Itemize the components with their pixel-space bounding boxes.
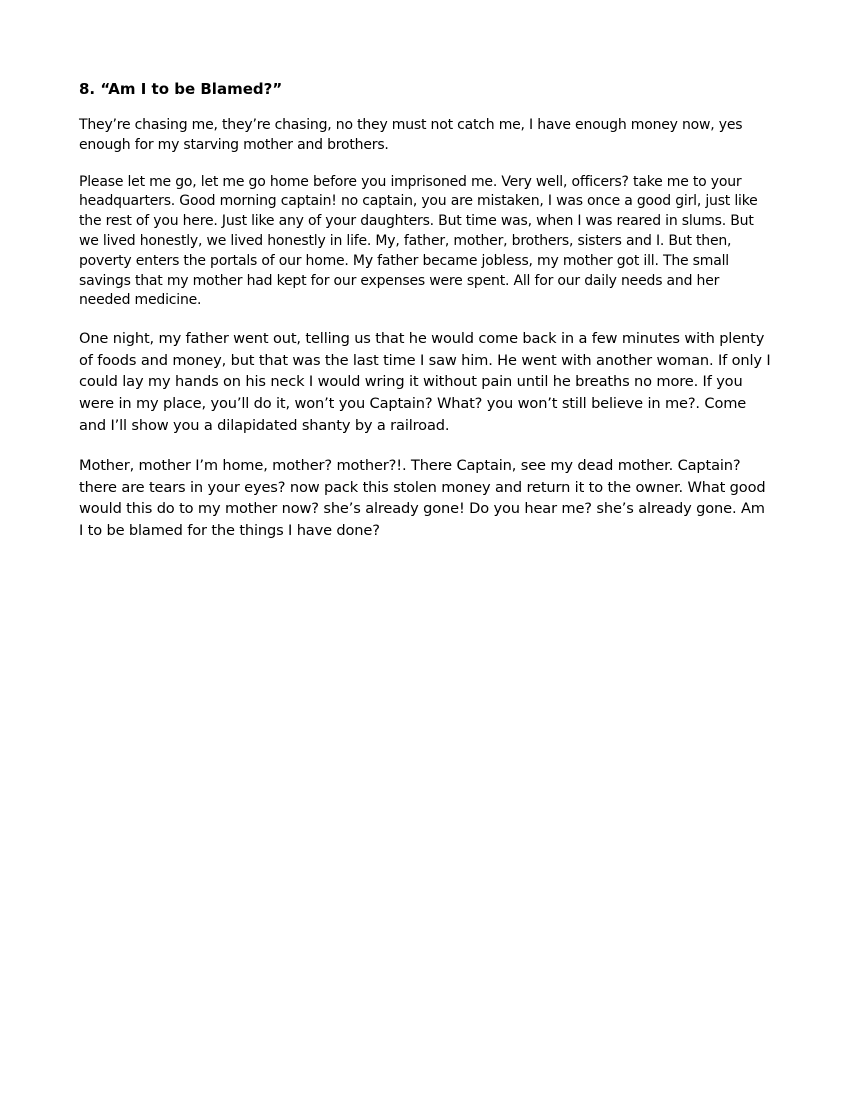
paragraph-2: Please let me go, let me go home before you imprisoned me. Very well, officers? take me to your headquarters. Good morning captain! no captain, you are mistaken, I was once a good girl, just like the rest of you here. Just like any of your daughters. But time was, when I was reared in slums. But we lived honestly, we lived honestly in life. My, father, mother, brothers, sisters and I. But then, poverty enters the portals of our home. My father became jobless, my mother got ill. The small savings that my mother had kept for our expenses were spent. All for our daily needs and her needed medicine.	[79, 173, 758, 309]
document-body	[79, 79, 771, 561]
paragraph-4: Mother, mother I’m home, mother? mother?!. There Captain, see my dead mother. Captain? there are tears in your eyes? now pack this stolen money and return it to the owner. What good would this do to my mother now? she’s already gone! Do you hear me? she’s already gone. Am I to be blamed for the things I have done?	[79, 457, 766, 539]
document-title: 8. “Am I to be Blamed?”	[79, 80, 283, 98]
paragraph-3: One night, my father went out, telling us that he would come back in a few minutes with plenty of foods and money, but that was the last time I saw him. He went with another woman. If only I could lay my hands on his neck I would wring it without pain until he breaths no more. If you were in my place, you’ll do it, won’t you Captain? What? you won’t still believe in me?. Come and I’ll show you a dilapidated shanty by a railroad.	[79, 330, 771, 434]
paragraph-1: They’re chasing me, they’re chasing, no they must not catch me, I have enough money now, yes enough for my starving mother and brothers.	[79, 117, 743, 153]
